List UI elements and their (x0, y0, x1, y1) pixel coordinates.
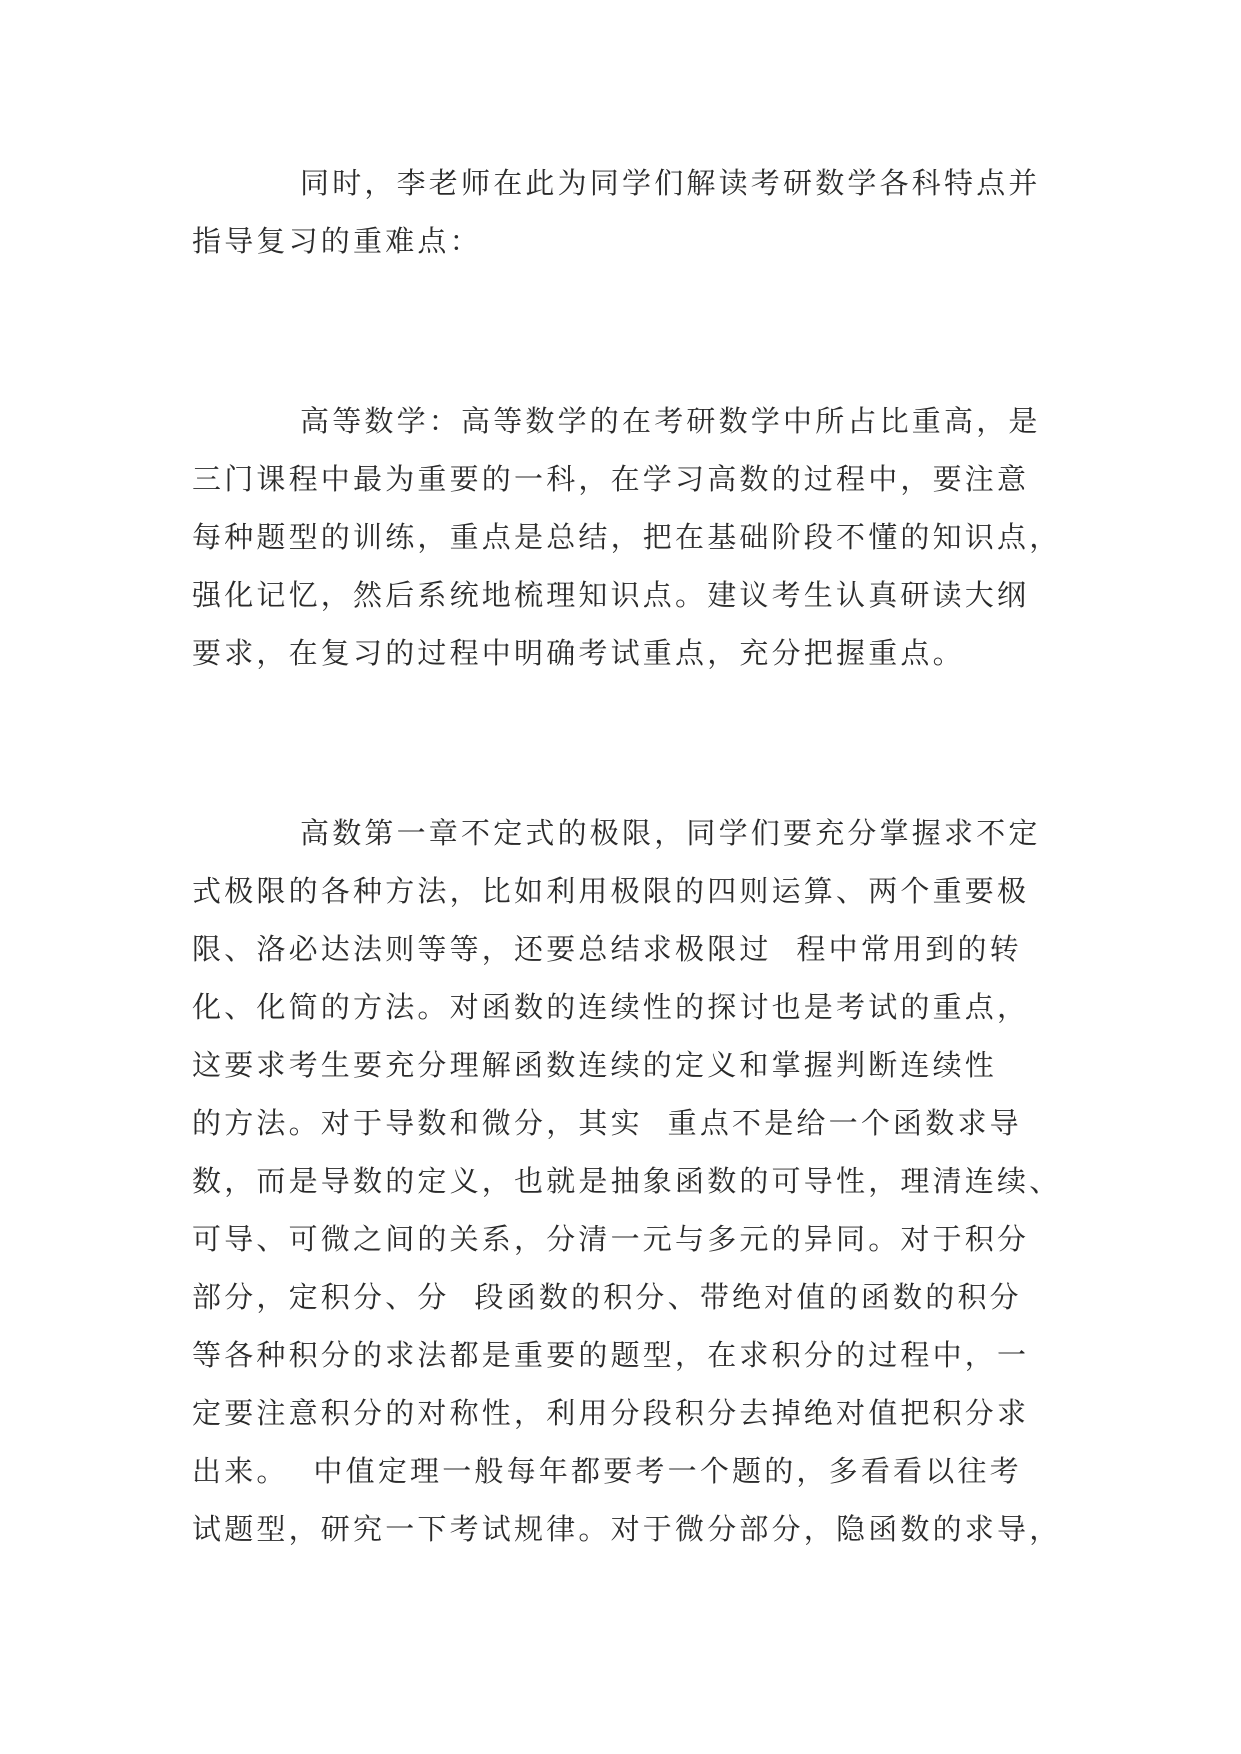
text-line: 试题型，研究一下考试规律。对于微分部分，隐函数的求导， (192, 1512, 1062, 1546)
text-line: 可导、可微之间的关系，分清一元与多元的异同。对于积分 (192, 1222, 1030, 1256)
text-line: 这要求考生要充分理解函数连续的定义和掌握判断连续性 (192, 1048, 998, 1082)
text-line: 三门课程中最为重要的一科，在学习高数的过程中，要注意 (192, 462, 1030, 496)
text-line: 限、洛必达法则等等，还要总结求极限过 程中常用到的转 (192, 932, 1022, 966)
paragraph-higher-math (192, 392, 1062, 682)
text-line: 的方法。对于导数和微分，其实 重点不是给一个函数求导 (192, 1106, 1022, 1140)
text-line: 指导复习的重难点： (192, 224, 482, 258)
text-line: 数，而是导数的定义，也就是抽象函数的可导性，理清连续、 (192, 1164, 1062, 1198)
text-line: 等各种积分的求法都是重要的题型，在求积分的过程中，一 (192, 1338, 1030, 1372)
text-line: 要求，在复习的过程中明确考试重点，充分把握重点。 (192, 636, 965, 670)
text-line: 式极限的各种方法，比如利用极限的四则运算、两个重要极 (192, 874, 1030, 908)
paragraph-chapter-one (192, 804, 1062, 1558)
text-line: 高等数学：高等数学的在考研数学中所占比重高，是 (300, 404, 1041, 438)
text-line: 每种题型的训练，重点是总结，把在基础阶段不懂的知识点， (192, 520, 1062, 554)
text-line: 高数第一章不定式的极限，同学们要充分掌握求不定 (300, 816, 1041, 850)
text-line: 出来。 中值定理一般每年都要考一个题的，多看看以往考 (192, 1454, 1022, 1488)
paragraph-intro (192, 154, 1062, 270)
text-line: 同时，李老师在此为同学们解读考研数学各科特点并 (300, 166, 1041, 200)
text-line: 定要注意积分的对称性，利用分段积分去掉绝对值把积分求 (192, 1396, 1030, 1430)
text-line: 化、化简的方法。对函数的连续性的探讨也是考试的重点， (192, 990, 1030, 1024)
text-line: 部分，定积分、分 段函数的积分、带绝对值的函数的积分 (192, 1280, 1022, 1314)
text-line: 强化记忆，然后系统地梳理知识点。建议考生认真研读大纲 (192, 578, 1030, 612)
